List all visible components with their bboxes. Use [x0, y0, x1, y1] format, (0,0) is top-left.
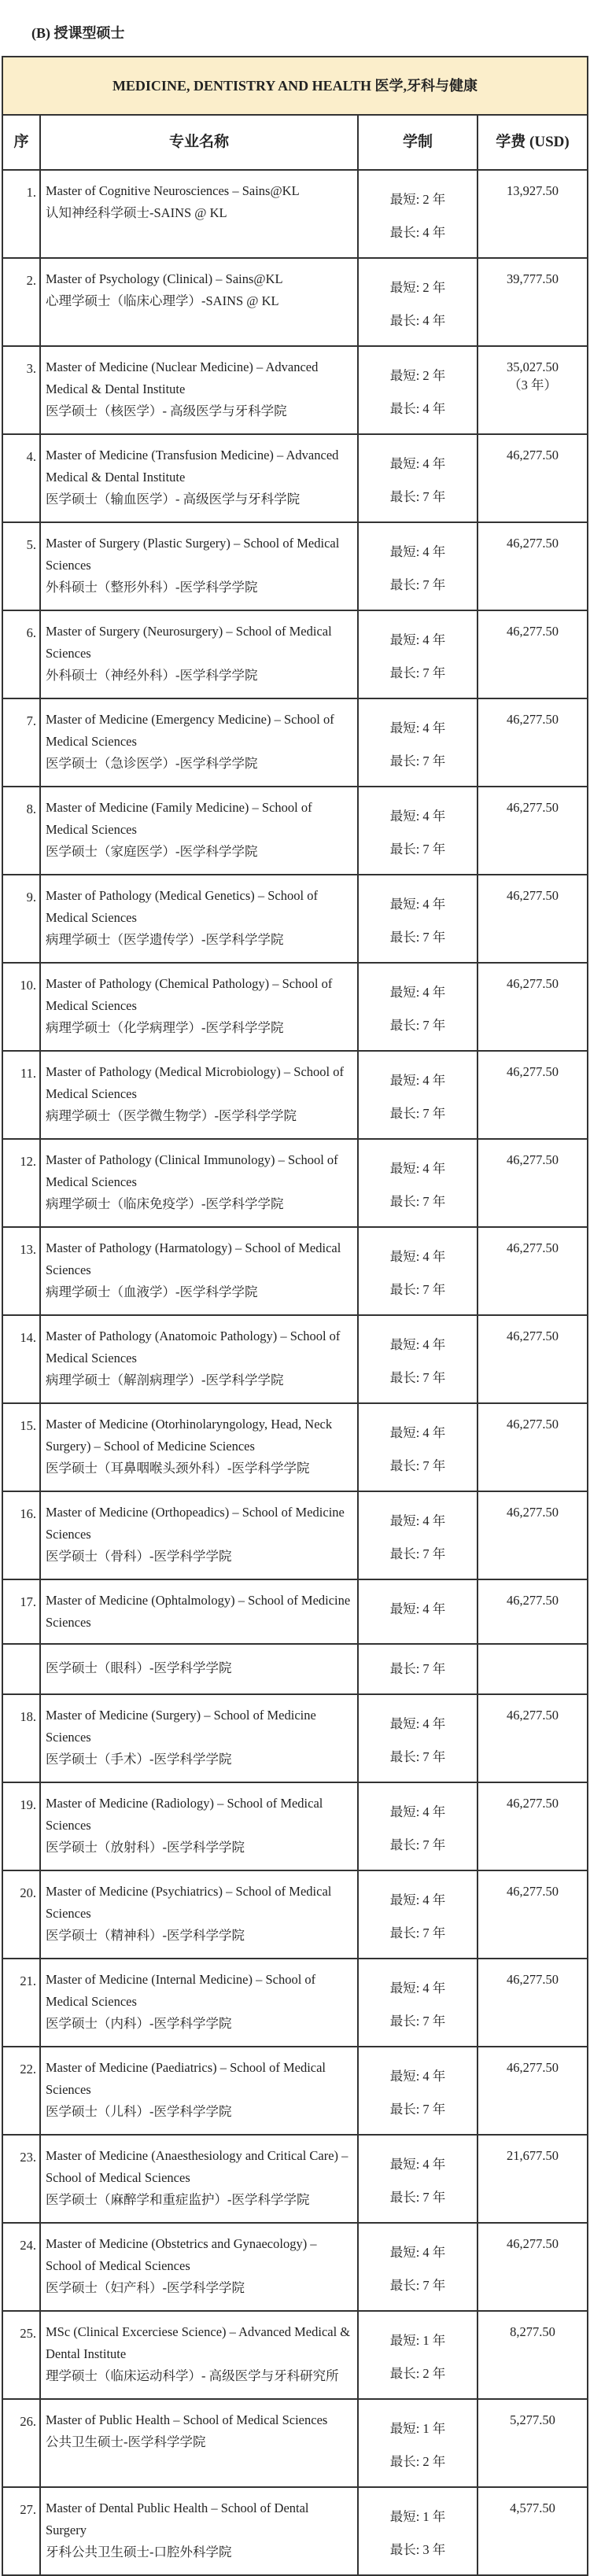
- fee-value: 46,277.50: [507, 1417, 559, 1432]
- duration-min: 最短: 4 年: [389, 2069, 446, 2084]
- duration: [358, 1491, 478, 1579]
- fee: [478, 1051, 588, 1139]
- fee: [478, 1782, 588, 1870]
- table-row: [2, 963, 588, 1051]
- row-seq: 5.: [2, 522, 40, 610]
- program-name-zh: 医学硕士（急诊医学）-医学科学学院: [46, 756, 258, 771]
- duration: [358, 2223, 478, 2311]
- duration-max: 最长: 7 年: [389, 2102, 446, 2117]
- fee-value: 46,277.50: [507, 2236, 559, 2251]
- row-seq: 11.: [2, 1051, 40, 1139]
- table-row: [2, 1782, 588, 1870]
- table-row: [2, 2487, 588, 2575]
- duration-min: 最短: 4 年: [389, 1073, 446, 1088]
- duration: [358, 434, 478, 522]
- duration-min: 最短: 1 年: [389, 2333, 446, 2348]
- fee: [478, 2047, 588, 2135]
- table-row: [2, 1644, 588, 1694]
- program-name-zh: 医学硕士（家庭医学）-医学科学学院: [46, 844, 258, 859]
- program-name-zh: 心理学硕士（临床心理学）-SAINS @ KL: [46, 293, 279, 308]
- duration-min: 最短: 4 年: [389, 1337, 446, 1352]
- program-name-zh: 公共卫生硕士-医学科学学院: [46, 2434, 206, 2449]
- table-row: [2, 1227, 588, 1315]
- duration-max: 最长: 2 年: [389, 2366, 446, 2381]
- row-seq: 24.: [2, 2223, 40, 2311]
- program-name: [40, 522, 358, 610]
- fee-value: 46,277.50: [507, 1505, 559, 1520]
- duration-min: 最短: 4 年: [389, 632, 446, 647]
- fee-value: 46,277.50: [507, 2060, 559, 2075]
- table-row: [2, 1694, 588, 1782]
- fee: [478, 2135, 588, 2223]
- duration-min: 最短: 4 年: [389, 544, 446, 559]
- fee: [478, 1491, 588, 1579]
- program-name-en: Master of Medicine (Paediatrics) – School of Medical Sciences: [46, 2060, 326, 2097]
- program-name-en: Master of Pathology (Medical Genetics) – School of Medical Sciences: [46, 888, 318, 925]
- row-seq: 3.: [2, 346, 40, 434]
- program-name-en: Master of Surgery (Neurosurgery) – School of Medical Sciences: [46, 624, 332, 661]
- program-name: [40, 434, 358, 522]
- program-name: [40, 875, 358, 963]
- program-name-zh: 医学硕士（核医学）- 高级医学与牙科学院: [46, 404, 287, 418]
- fee-value: 46,277.50: [507, 1064, 559, 1079]
- program-name-en: Master of Medicine (Psychiatrics) – School of Medical Sciences: [46, 1884, 332, 1921]
- program-name-en: Master of Pathology (Anatomoic Pathology) – School of Medical Sciences: [46, 1329, 341, 1365]
- table-row: [2, 2311, 588, 2399]
- fee: [478, 1315, 588, 1403]
- duration-max: 最长: 3 年: [389, 2542, 446, 2557]
- table-row: [2, 875, 588, 963]
- program-name-en: Master of Medicine (Ophtalmology) – School of Medicine Sciences: [46, 1593, 351, 1630]
- fee-value: 46,277.50: [507, 1708, 559, 1723]
- program-name: [40, 1403, 358, 1491]
- duration-max: 最长: 7 年: [389, 577, 446, 592]
- row-seq: 8.: [2, 787, 40, 875]
- program-name-zh: 医学硕士（麻醉学和重症监护）-医学科学学院: [46, 2192, 310, 2207]
- fee: [478, 1959, 588, 2047]
- program-name: [40, 2223, 358, 2311]
- duration-max: 最长: 7 年: [389, 754, 446, 768]
- fee-value: 46,277.50: [507, 536, 559, 551]
- program-name-en: Master of Medicine (Transfusion Medicine) – Advanced Medical & Dental Institute: [46, 448, 339, 485]
- duration-max: 最长: 7 年: [389, 2278, 446, 2293]
- program-name-en: Master of Pathology (Harmatology) – School of Medical Sciences: [46, 1240, 341, 1277]
- duration-max: 最长: 4 年: [389, 401, 446, 416]
- program-name: [40, 1051, 358, 1139]
- row-seq: 27.: [2, 2487, 40, 2575]
- duration: [358, 2047, 478, 2135]
- table-row: [2, 346, 588, 434]
- fee-value: 46,277.50: [507, 1796, 559, 1811]
- duration: [358, 1403, 478, 1491]
- duration-max: 最长: 7 年: [389, 1370, 446, 1385]
- fee-value: 8,277.50: [510, 2324, 555, 2339]
- duration-max: 最长: 7 年: [389, 1458, 446, 1473]
- table-row: [2, 1959, 588, 2047]
- fee: [478, 1579, 588, 1644]
- program-name: [40, 1694, 358, 1782]
- row-seq: 21.: [2, 1959, 40, 2047]
- faculty-band-title: MEDICINE, DENTISTRY AND HEALTH 医学,牙科与健康: [2, 57, 588, 115]
- duration: [358, 787, 478, 875]
- row-seq: [2, 1644, 40, 1694]
- row-seq: 12.: [2, 1139, 40, 1227]
- table-row: [2, 1139, 588, 1227]
- section-title: (B) 授课型硕士: [31, 25, 125, 41]
- duration-max: 最长: 7 年: [389, 489, 446, 504]
- program-name: [40, 698, 358, 787]
- fee: [478, 2223, 588, 2311]
- duration-max: 最长: 7 年: [389, 1106, 446, 1121]
- duration-min: 最短: 4 年: [389, 1981, 446, 1996]
- program-name-zh: 医学硕士（骨科）-医学科学学院: [46, 1549, 232, 1564]
- program-name-zh: 理学硕士（临床运动科学）- 高级医学与牙科研究所: [46, 2368, 339, 2383]
- duration-max: 最长: 2 年: [389, 2454, 446, 2469]
- program-name: [40, 1782, 358, 1870]
- program-name-en: Master of Medicine (Obstetrics and Gynaecology) – School of Medical Sciences: [46, 2236, 317, 2273]
- row-seq: 23.: [2, 2135, 40, 2223]
- header-duration: 学制: [358, 115, 478, 170]
- duration-max: 最长: 7 年: [389, 1749, 446, 1764]
- row-seq: 14.: [2, 1315, 40, 1403]
- table-row: [2, 2223, 588, 2311]
- fee-value: 5,277.50: [510, 2412, 555, 2427]
- program-name: [40, 2399, 358, 2487]
- duration-max: 最长: 7 年: [389, 1837, 446, 1852]
- fee: [478, 787, 588, 875]
- duration-max: 最长: 7 年: [389, 930, 446, 945]
- fee: [478, 434, 588, 522]
- duration-min: 最短: 4 年: [389, 2157, 446, 2172]
- row-seq: 16.: [2, 1491, 40, 1579]
- fee: [478, 1644, 588, 1694]
- fee-value: 46,277.50: [507, 976, 559, 991]
- program-name-en: Master of Medicine (Anaesthesiology and Critical Care) – School of Medical Sciences: [46, 2148, 348, 2185]
- program-name-zh: 病理学硕士（医学遗传学）-医学科学学院: [46, 932, 284, 947]
- row-seq: 22.: [2, 2047, 40, 2135]
- fee-value: 35,027.50: [507, 359, 559, 374]
- fee: [478, 610, 588, 698]
- program-name: [40, 346, 358, 434]
- duration-min: 最短: 2 年: [389, 280, 446, 295]
- program-name: [40, 2487, 358, 2575]
- duration: [358, 2399, 478, 2487]
- program-name-zh: 医学硕士（内科）-医学科学学院: [46, 2016, 232, 2031]
- duration-min: 最短: 4 年: [389, 809, 446, 824]
- program-name-en: MSc (Clinical Excerciese Science) – Advanced Medical & Dental Institute: [46, 2324, 351, 2361]
- duration: [358, 1579, 478, 1644]
- row-seq: 17.: [2, 1579, 40, 1644]
- fee: [478, 522, 588, 610]
- duration: [358, 170, 478, 258]
- program-name: [40, 2047, 358, 2135]
- table-row: [2, 787, 588, 875]
- fee-value: 46,277.50: [507, 624, 559, 639]
- duration-max: 最长: 7 年: [389, 2190, 446, 2205]
- table-row: [2, 258, 588, 346]
- program-name-en: Master of Medicine (Surgery) – School of Medicine Sciences: [46, 1708, 316, 1745]
- duration: [358, 963, 478, 1051]
- program-name: [40, 963, 358, 1051]
- program-name-zh: 牙科公共卫生硕士-口腔外科学院: [46, 2545, 232, 2559]
- duration: [358, 610, 478, 698]
- duration: [358, 1644, 478, 1694]
- duration-max: 最长: 4 年: [389, 313, 446, 328]
- duration-max: 最长: 7 年: [389, 1282, 446, 1297]
- program-name: [40, 610, 358, 698]
- fee: [478, 963, 588, 1051]
- duration-max: 最长: 7 年: [389, 2014, 446, 2029]
- program-name-zh: 病理学硕士（医学微生物学）-医学科学学院: [46, 1108, 297, 1123]
- program-name-zh: 医学硕士（输血医学）- 高级医学与牙科学院: [46, 492, 301, 507]
- program-name-zh: 医学硕士（精神科）-医学科学学院: [46, 1928, 245, 1943]
- program-name-zh: 医学硕士（妇产科）-医学科学学院: [46, 2280, 245, 2295]
- table-row: [2, 610, 588, 698]
- program-name-zh: 医学硕士（儿科）-医学科学学院: [46, 2104, 232, 2119]
- fee-value: 13,927.50: [507, 183, 559, 198]
- program-name: [40, 1579, 358, 1644]
- duration-max: 最长: 7 年: [389, 1546, 446, 1561]
- program-name-zh: 医学硕士（手术）-医学科学学院: [46, 1752, 232, 1767]
- program-name: [40, 1870, 358, 1959]
- table-row: [2, 1051, 588, 1139]
- fee: [478, 258, 588, 346]
- program-name-en: Master of Psychology (Clinical) – Sains@KL: [46, 271, 283, 286]
- table-row: [2, 1579, 588, 1644]
- duration: [358, 1694, 478, 1782]
- duration-min: 最短: 4 年: [389, 985, 446, 1000]
- duration-min: 最短: 4 年: [389, 720, 446, 735]
- table-row: [2, 1315, 588, 1403]
- row-seq: 19.: [2, 1782, 40, 1870]
- fee: [478, 2487, 588, 2575]
- row-seq: 10.: [2, 963, 40, 1051]
- duration-min: 最短: 4 年: [389, 1249, 446, 1264]
- program-name: [40, 2311, 358, 2399]
- duration-min: 最短: 1 年: [389, 2509, 446, 2524]
- duration-min: 最短: 4 年: [389, 1513, 446, 1528]
- fee-note: （3 年）: [508, 378, 557, 392]
- program-name-zh: 病理学硕士（解剖病理学）-医学科学学院: [46, 1373, 284, 1388]
- row-seq: 2.: [2, 258, 40, 346]
- program-name-zh: 病理学硕士（血液学）-医学科学学院: [46, 1284, 258, 1299]
- duration-min: 最短: 1 年: [389, 2421, 446, 2436]
- fee: [478, 2399, 588, 2487]
- duration-max: 最长: 7 年: [389, 665, 446, 680]
- duration: [358, 1315, 478, 1403]
- program-name-zh: 外科硕士（整形外科）-医学科学学院: [46, 580, 258, 595]
- row-seq: 25.: [2, 2311, 40, 2399]
- program-name-en: Master of Pathology (Clinical Immunology) – School of Medical Sciences: [46, 1152, 338, 1189]
- table-row: [2, 2399, 588, 2487]
- header-name: 专业名称: [40, 115, 358, 170]
- row-seq: 1.: [2, 170, 40, 258]
- fee-value: 4,577.50: [510, 2500, 555, 2515]
- fee-value: 21,677.50: [507, 2148, 559, 2163]
- duration: [358, 1870, 478, 1959]
- table-row: [2, 2047, 588, 2135]
- fee: [478, 2311, 588, 2399]
- duration-min: 最短: 2 年: [389, 192, 446, 207]
- program-name: [40, 2135, 358, 2223]
- duration-min: 最短: 4 年: [389, 456, 446, 471]
- program-name: [40, 1227, 358, 1315]
- duration: [358, 1227, 478, 1315]
- fee: [478, 346, 588, 434]
- duration: [358, 1051, 478, 1139]
- program-name-zh: 医学硕士（眼科）-医学科学学院: [46, 1660, 232, 1675]
- program-name-en: Master of Cognitive Neurosciences – Sains@KL: [46, 183, 300, 198]
- program-name: [40, 1139, 358, 1227]
- fee-value: 46,277.50: [507, 888, 559, 903]
- program-name-en: Master of Medicine (Otorhinolaryngology, Head, Neck Surgery) – School of Medicine Sciences: [46, 1417, 333, 1454]
- program-name: [40, 1959, 358, 2047]
- program-name-en: Master of Pathology (Chemical Pathology) – School of Medical Sciences: [46, 976, 333, 1013]
- duration-min: 最短: 4 年: [389, 897, 446, 912]
- fee: [478, 1870, 588, 1959]
- row-seq: 18.: [2, 1694, 40, 1782]
- duration: [358, 2311, 478, 2399]
- duration-min: 最短: 4 年: [389, 1804, 446, 1819]
- duration-min: 最短: 4 年: [389, 2245, 446, 2260]
- program-name: [40, 1644, 358, 1694]
- program-name-en: Master of Medicine (Emergency Medicine) – School of Medical Sciences: [46, 712, 334, 749]
- duration: [358, 1782, 478, 1870]
- row-seq: 13.: [2, 1227, 40, 1315]
- program-name-en: Master of Medicine (Radiology) – School of Medical Sciences: [46, 1796, 323, 1833]
- fee: [478, 1139, 588, 1227]
- program-name-zh: 医学硕士（耳鼻咽喉头颈外科）-医学科学学院: [46, 1461, 310, 1476]
- table-row: [2, 2135, 588, 2223]
- duration-max: 最长: 4 年: [389, 225, 446, 240]
- table-row: [2, 1870, 588, 1959]
- duration: [358, 258, 478, 346]
- duration: [358, 875, 478, 963]
- program-name: [40, 787, 358, 875]
- duration-max: 最长: 7 年: [389, 1194, 446, 1209]
- table-row: [2, 1491, 588, 1579]
- duration: [358, 698, 478, 787]
- fee-value: 46,277.50: [507, 1593, 559, 1608]
- duration: [358, 1959, 478, 2047]
- fee-value: 46,277.50: [507, 448, 559, 463]
- program-name-zh: 认知神经科学硕士-SAINS @ KL: [46, 205, 227, 220]
- duration: [358, 2135, 478, 2223]
- fee-value: 46,277.50: [507, 800, 559, 815]
- header-seq: 序: [2, 115, 40, 170]
- row-seq: 9.: [2, 875, 40, 963]
- program-name-en: Master of Public Health – School of Medical Sciences: [46, 2412, 328, 2427]
- duration-min: 最短: 4 年: [389, 1892, 446, 1907]
- program-name-zh: 病理学硕士（临床免疫学）-医学科学学院: [46, 1196, 284, 1211]
- fee-value: 46,277.50: [507, 1240, 559, 1255]
- program-name-en: Master of Pathology (Medical Microbiology) – School of Medical Sciences: [46, 1064, 344, 1101]
- row-seq: 7.: [2, 698, 40, 787]
- program-name-zh: 外科硕士（神经外科）-医学科学学院: [46, 668, 258, 683]
- fee: [478, 170, 588, 258]
- fee: [478, 875, 588, 963]
- fee-value: 46,277.50: [507, 1152, 559, 1167]
- programs-table: [2, 56, 588, 2576]
- row-seq: 26.: [2, 2399, 40, 2487]
- row-seq: 20.: [2, 1870, 40, 1959]
- program-name-en: Master of Medicine (Family Medicine) – School of Medical Sciences: [46, 800, 312, 837]
- duration-max: 最长: 7 年: [389, 1661, 446, 1676]
- row-seq: 4.: [2, 434, 40, 522]
- duration-max: 最长: 7 年: [389, 1926, 446, 1940]
- table-row: [2, 698, 588, 787]
- program-name-en: Master of Medicine (Internal Medicine) – School of Medical Sciences: [46, 1972, 316, 2009]
- program-name: [40, 1491, 358, 1579]
- duration: [358, 522, 478, 610]
- program-name: [40, 1315, 358, 1403]
- fee: [478, 698, 588, 787]
- table-row: [2, 170, 588, 258]
- fee-value: 46,277.50: [507, 1972, 559, 1987]
- fee: [478, 1227, 588, 1315]
- duration-max: 最长: 7 年: [389, 1018, 446, 1033]
- table-row: [2, 434, 588, 522]
- fee: [478, 1694, 588, 1782]
- program-name-zh: 医学硕士（放射科）-医学科学学院: [46, 1840, 245, 1855]
- fee-value: 46,277.50: [507, 1884, 559, 1899]
- program-name-en: Master of Medicine (Nuclear Medicine) – Advanced Medical & Dental Institute: [46, 359, 319, 396]
- program-name-zh: 病理学硕士（化学病理学）-医学科学学院: [46, 1020, 284, 1035]
- program-name: [40, 170, 358, 258]
- duration-min: 最短: 2 年: [389, 368, 446, 383]
- duration-min: 最短: 4 年: [389, 1161, 446, 1176]
- fee-value: 46,277.50: [507, 1329, 559, 1343]
- row-seq: 6.: [2, 610, 40, 698]
- table-row: [2, 522, 588, 610]
- header-fee: 学费 (USD): [478, 115, 588, 170]
- duration-min: 最短: 4 年: [389, 1425, 446, 1440]
- table-row: [2, 1403, 588, 1491]
- program-name-en: Master of Surgery (Plastic Surgery) – School of Medical Sciences: [46, 536, 340, 573]
- fee: [478, 1403, 588, 1491]
- row-seq: 15.: [2, 1403, 40, 1491]
- duration: [358, 346, 478, 434]
- duration-min: 最短: 4 年: [389, 1716, 446, 1731]
- program-name: [40, 258, 358, 346]
- duration: [358, 1139, 478, 1227]
- duration-max: 最长: 7 年: [389, 842, 446, 857]
- program-name-en: Master of Dental Public Health – School of Dental Surgery: [46, 2500, 309, 2537]
- duration: [358, 2487, 478, 2575]
- duration-min: 最短: 4 年: [389, 1601, 446, 1616]
- program-name-en: Master of Medicine (Orthopeadics) – School of Medicine Sciences: [46, 1505, 345, 1542]
- fee-value: 46,277.50: [507, 712, 559, 727]
- fee-value: 39,777.50: [507, 271, 559, 286]
